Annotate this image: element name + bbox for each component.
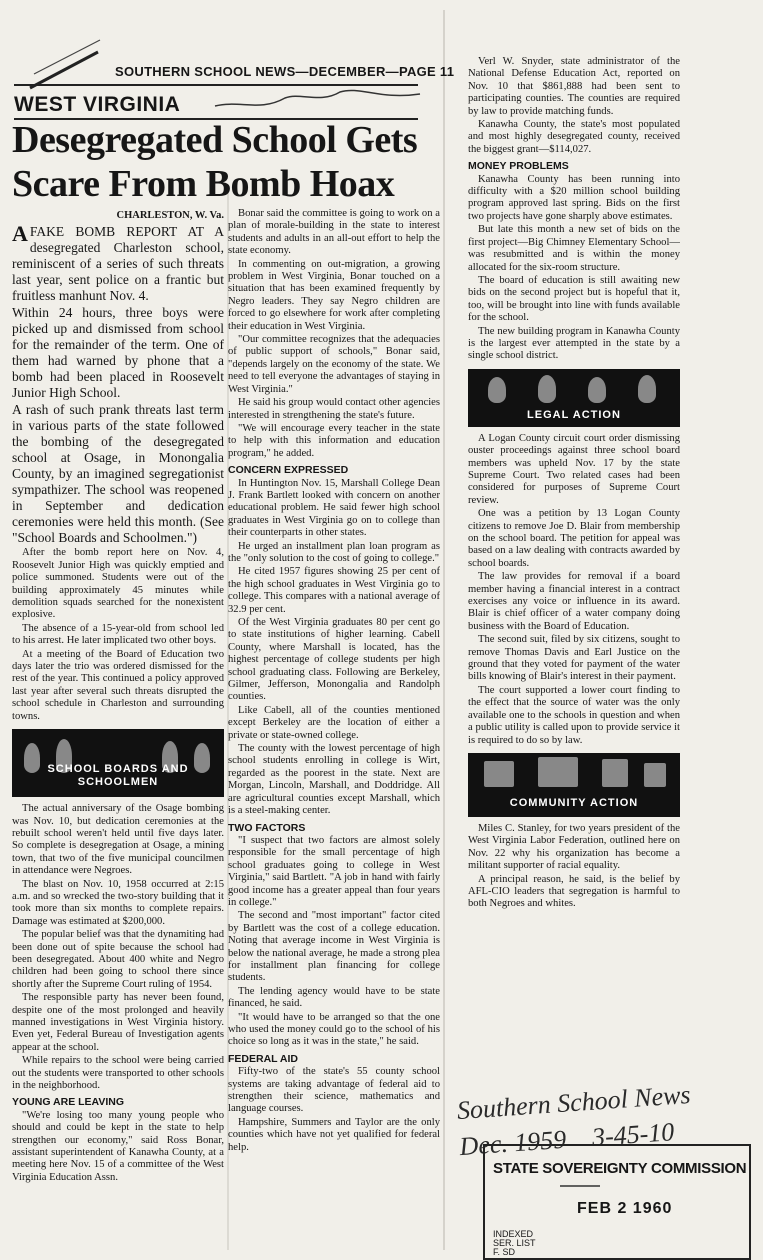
drop-cap: A	[12, 221, 28, 247]
paragraph: After the bomb report here on Nov. 4, Roosevelt Junior High was quickly emptied and police summoned. Students were out of the building approximately 45 minutes while demolition squads searched for the nonexistent explosive.	[12, 547, 224, 621]
paragraph: Verl W. Snyder, state administrator of the National Defense Education Act, reported on Nov. 10 that $861,888 had been sent to participating counties. The counties are required by law to provide matching funds.	[468, 56, 680, 117]
paragraph: Kanawha County has been running into difficulty with a $20 million school building program approved last spring. Bids on the first two projects have gone sharply above estimates.	[468, 173, 680, 222]
banner-label: SCHOOL BOARDS AND SCHOOLMEN	[47, 763, 189, 789]
paragraph: Kanawha County, the state's most populated and most highly desegregated county, received the biggest grant—$114,027.	[468, 119, 680, 155]
paragraph: "Our committee recognizes that the adequacies of public support of schools," Bonar said, "depends largely on the economy of the state. We need to tell everyone the advantages of staying in West Virginia."	[228, 334, 440, 395]
banner-label: LEGAL ACTION	[527, 408, 621, 421]
paragraph: Miles C. Stanley, for two years president of the West Virginia Labor Federation, outlined here on Nov. 22 why his organization has become a militant supporter of racial equality.	[468, 822, 680, 872]
stamp-index: INDEXED SER. LIST F. SD	[493, 1229, 536, 1257]
stamp-date: FEB 2 1960	[577, 1200, 673, 1217]
paragraph: The absence of a 15-year-old from school led to his arrest. He later implicated two other boys.	[12, 622, 224, 647]
paragraph: The responsible party has never been found, despite one of the most prolonged and heavily manned investigations in West Virginia history. Even yet, Federal Bureau of Investigation agents appear at the school.	[12, 992, 224, 1053]
banner-label: COMMUNITY ACTION	[509, 796, 639, 809]
subheading: FEDERAL AID	[228, 1052, 299, 1065]
school-boards-banner	[12, 729, 224, 797]
paragraph: The lending agency would have to be state financed, he said.	[228, 985, 440, 1010]
section-title: WEST VIRGINIA	[14, 93, 181, 116]
paragraph: A Logan County circuit court order dismissing ouster proceedings against three school board members was upheld Nov. 17 by the state Supreme Court. Two related cases had been considered for purposes of Supreme Court review.	[468, 432, 680, 506]
running-header: SOUTHERN SCHOOL NEWS—DECEMBER—PAGE 11	[115, 64, 455, 79]
subheading: CONCERN EXPRESSED	[228, 464, 349, 477]
paragraph: But late this month a new set of bids on the first project—Big Chimney Elementary School—was resubmitted and is within the money allocated for the six-room structure.	[468, 224, 680, 273]
paragraph: Of the West Virginia graduates 80 per cent go to state institutions of higher learning. Cabell County, where Marshall is located, has the highest percentage of college students per high school graduating class. Following are Berkeley, Gilmer, Jefferson, Monongalia and Randolph counties.	[228, 617, 440, 703]
paragraph: "It would have to be arranged so that the one who used the money could go to the school of his choice so long as it was in the state," he said.	[228, 1011, 440, 1048]
paragraph: Within 24 hours, three boys were picked up and dismissed from school for the remainder of the term. One of them had warned by phone that a bomb had been placed in Roosevelt Junior High School.	[12, 305, 224, 401]
legal-action-banner	[468, 369, 680, 427]
paragraph: The law provides for removal if a board member having a financial interest in a contract exercises any voice or influence in its award. Blair is chief officer of a water company doing business with the Board of Education.	[468, 571, 680, 632]
headline	[12, 118, 432, 206]
paragraph: A principal reason, he said, is the belief by AFL-CIO leaders that segregation is harmful to both Negroes and whites.	[468, 873, 680, 910]
dateline: CHARLESTON, W. Va.	[116, 210, 224, 221]
paragraph: In Huntington Nov. 15, Marshall College Dean J. Frank Bartlett looked with concern on another educational problem. He said fewer high school graduates in West Virginia go on to college than their counterparts in other states.	[228, 477, 440, 539]
subheading: YOUNG ARE LEAVING	[12, 1096, 125, 1109]
paragraph: The board of education is still awaiting new bids on the second project but is hopeful that it, too, will be brought into line with funds available for the school.	[468, 274, 680, 324]
paragraph: The new building program in Kanawha County is the largest ever attempted in the state by a single school district.	[468, 325, 680, 362]
paragraph: "I suspect that two factors are almost solely responsible for the small percentage of high school graduates going to college in West Virginia," said Bartlett. "A job in hand with fairly good income has a greater appeal than four years in college."	[228, 834, 440, 908]
paragraph: The popular belief was that the dynamiting had been done out of spite because the school had been desegregated. About 400 white and Negro children had been going to school there since shortly after the Supreme Court ruling of 1954.	[12, 929, 224, 990]
annotation-line2: Dec. 1959 3-45-10	[458, 1117, 676, 1162]
paragraph: He urged an installment plan loan program as the "only solution to the cost of going to college."	[228, 540, 440, 564]
subheading: TWO FACTORS	[228, 821, 306, 834]
column-3	[468, 56, 680, 1080]
column-1	[12, 210, 224, 1256]
paragraph: He said his group would contact other agencies interested in strengthening the state's future.	[228, 397, 440, 421]
paragraph: Bonar said the committee is going to work on a plan of morale-building in the state to interest students and adults in an all-out effort to help the state economy.	[228, 208, 440, 257]
annotation-code: 3-45-10	[591, 1117, 676, 1152]
lead-paragraph: AFAKE BOMB REPORT AT A desegregated Charleston school, reminiscent of a series of such threats last year, sent police on a frantic but fruitless manhunt Nov. 4.	[12, 221, 224, 304]
header-rule	[14, 84, 418, 86]
paragraph: The actual anniversary of the Osage bombing was Nov. 10, but dedication ceremonies at the rebuilt school weren't held until five days later. So complete is desegregation at Osage, a mining town, that two of the five municipal councilmen in attendance were Negroes.	[12, 803, 224, 877]
paragraph: At a meeting of the Board of Education two days later the trio was ordered dismissed for the rest of the year. This continued a policy approved last year after several such threats disrupted the school schedule in Charleston and surrounding towns.	[12, 648, 224, 722]
community-action-banner	[468, 753, 680, 817]
paragraph: "We're losing too many young people who should and could be kept in the state to help strengthen our economy," said Ross Bonar, assistant superintendent of Kanawha County, at a meeting here Nov. 15 of a committee of the West Virginia Education Assn.	[12, 1109, 224, 1183]
paragraph: A rash of such prank threats last term in various parts of the state followed the bombing of the desegregated school at Osage, in Monongalia County, by an imagined segregationist sympathizer. The school was reopened in September and dedication ceremonies were held this month. (See "School Boards and Schoolmen.")	[12, 402, 224, 546]
annotation-line1: Southern School News	[455, 1079, 692, 1126]
paragraph: The blast on Nov. 10, 1958 occurred at 2:15 a.m. and so wrecked the two-story building that it took more than six months to complete repairs. Damage was estimated at $200,000.	[12, 878, 224, 927]
headline-line1: Desegregated School Gets	[12, 119, 418, 161]
column-2	[228, 208, 440, 1256]
commission-stamp	[483, 1144, 751, 1260]
subheading: MONEY PROBLEMS	[468, 160, 569, 173]
paragraph: One was a petition by 13 Logan County citizens to remove Joe D. Blair from membership on the school board. The petition for appeal was based on a law dealing with contracts awarded by school boards.	[468, 508, 680, 569]
paragraph: The court supported a lower court finding to the effect that the source of water was the only available one to the schools in question and when a public utility is called upon to provide service it is required to do so by law.	[468, 684, 680, 746]
paragraph: The second suit, filed by six citizens, sought to remove Thomas Davis and Earl Justice on the ground that they voted for payment of the water bills knowing of Blair's interest in their payment.	[468, 634, 680, 683]
paragraph: In commenting on out-migration, a growing problem in West Virginia, Bonar touched on a situation that has been examined frequently by Negro leaders. They say Negro children are forced to go elsewhere for work after completing their education in West Virginia.	[228, 258, 440, 332]
stamp-title: STATE SOVEREIGNTY COMMISSION	[493, 1160, 747, 1177]
paragraph: Fifty-two of the state's 55 county school systems are taking advantage of federal aid to strengthen their science, mathematics and language courses.	[228, 1066, 440, 1115]
headline-line2: Scare From Bomb Hoax	[12, 163, 395, 205]
paragraph: Like Cabell, all of the counties mentioned except Berkeley are the location of either a private or state-owned college.	[228, 704, 440, 741]
paragraph: He cited 1957 figures showing 25 per cent of the high school graduates in West Virginia go to college. This compares with a national average of 32.9 per cent.	[228, 566, 440, 615]
paragraph: "We will encourage every teacher in the state to help with this information and education program," he added.	[228, 422, 440, 459]
paragraph: While repairs to the school were being carried out the students were transported to other schools in the neighborhood.	[12, 1055, 224, 1092]
paragraph: Hampshire, Summers and Taylor are the only counties which have not yet qualified for federal help.	[228, 1116, 440, 1153]
paragraph: The second and "most important" factor cited by Bartlett was the cost of a college education. Noting that average income in West Virginia is below the national average, he made a strong plea for installment plan financing for college students.	[228, 910, 440, 984]
paragraph: The county with the lowest percentage of high school students enrolling in college is Wirt, regarded as the poorest in the state. Next are Morgan, Lincoln, Marshall, and Doddridge. All are agricultural counties except Marshall, which is a steel-making center.	[228, 743, 440, 817]
